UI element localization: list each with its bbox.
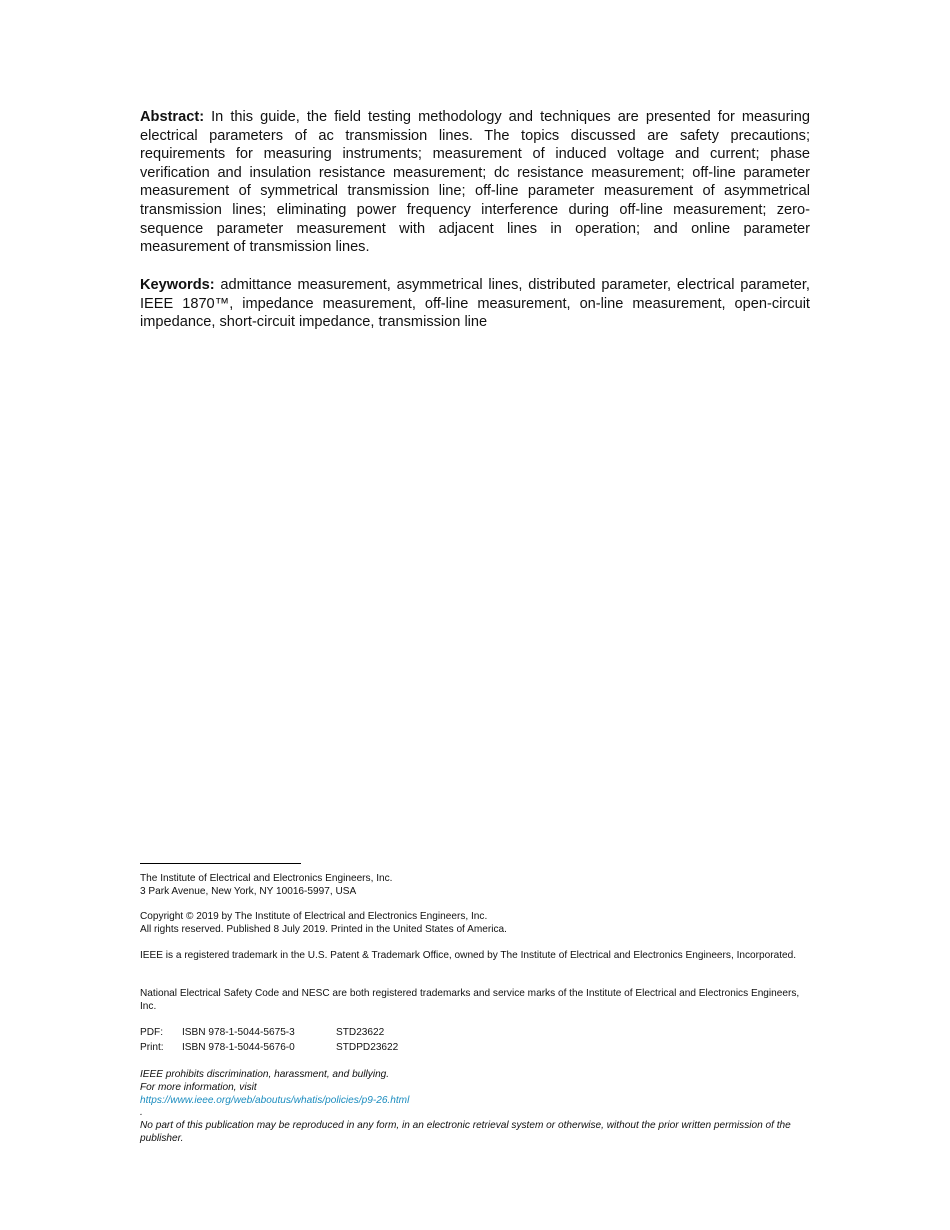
isbn-stock-number: STDPD23622 xyxy=(336,1042,399,1054)
policy-statement: IEEE prohibits discrimination, harassment, and bullying. xyxy=(140,1069,390,1080)
footnote-divider xyxy=(140,863,301,864)
publisher-name: The Institute of Electrical and Electronics Engineers, Inc. xyxy=(140,873,393,884)
copyright-block xyxy=(140,911,812,937)
isbn-stock-number: STD23622 xyxy=(336,1027,385,1038)
more-info-line: For more information, visit https://www.ieee.org/web/aboutus/whatis/policies/p9-26.html . xyxy=(140,1082,812,1120)
abstract-text: In this guide, the field testing methodology and techniques are presented for measuring electrical parameters of ac transmission lines. The topics discussed are safety precautions; requirements for measuring instruments; measurement of induced voltage and current; phase verification and insulation resistance measurement; dc resistance measurement; off-line parameter measurement of symmetrical transmission line; off-line parameter measurement of asymmetrical transmission lines; eliminating power frequency interference during off-line measurement; zero-sequence parameter measurement with adjacent lines in operation; and online parameter measurement of transmission lines. xyxy=(140,109,810,256)
isbn-number: ISBN 978-1-5044-5676-0 xyxy=(182,1042,295,1054)
abstract-paragraph xyxy=(140,108,810,257)
policy-link[interactable]: https://www.ieee.org/web/aboutus/whatis/policies/p9-26.html xyxy=(140,1094,410,1106)
isbn-format: PDF: xyxy=(140,1027,163,1038)
copyright-line-1: Copyright © 2019 by The Institute of Electrical and Electronics Engineers, Inc. xyxy=(140,911,488,922)
reproduction-notice: No part of this publication may be reproduced in any form, in an electronic retrieval system or otherwise, without the prior written permission of the publisher. xyxy=(140,1120,791,1144)
abstract-label: Abstract: xyxy=(140,109,205,125)
policy-block xyxy=(140,1069,812,1146)
isbn-table xyxy=(140,1025,812,1056)
keywords-label: Keywords: xyxy=(140,277,215,293)
publisher-block xyxy=(140,873,812,899)
copyright-line-2: All rights reserved. Published 8 July 2019. Printed in the United States of America. xyxy=(140,923,507,935)
nesc-trademark-notice: National Electrical Safety Code and NESC are both registered trademarks and service marks of the Institute of Electrical and Electronics Engineers, Inc. xyxy=(140,988,800,1012)
keywords-paragraph xyxy=(140,276,810,332)
publisher-address: 3 Park Avenue, New York, NY 10016-5997, USA xyxy=(140,885,357,897)
ieee-trademark-notice: IEEE is a registered trademark in the U.S. Patent & Trademark Office, owned by The Institute of Electrical and Electronics Engineers, Incorporated. xyxy=(140,950,797,961)
isbn-format: Print: xyxy=(140,1042,164,1054)
isbn-number: ISBN 978-1-5044-5675-3 xyxy=(182,1027,295,1038)
isbn-row-print xyxy=(140,1040,812,1055)
keywords-text: admittance measurement, asymmetrical lines, distributed parameter, electrical parameter, IEEE 1870™, impedance measurement, off-line measurement, on-line measurement, open-circuit impedance, short-circuit impedance, transmission line xyxy=(140,277,810,331)
isbn-row-pdf xyxy=(140,1025,812,1040)
